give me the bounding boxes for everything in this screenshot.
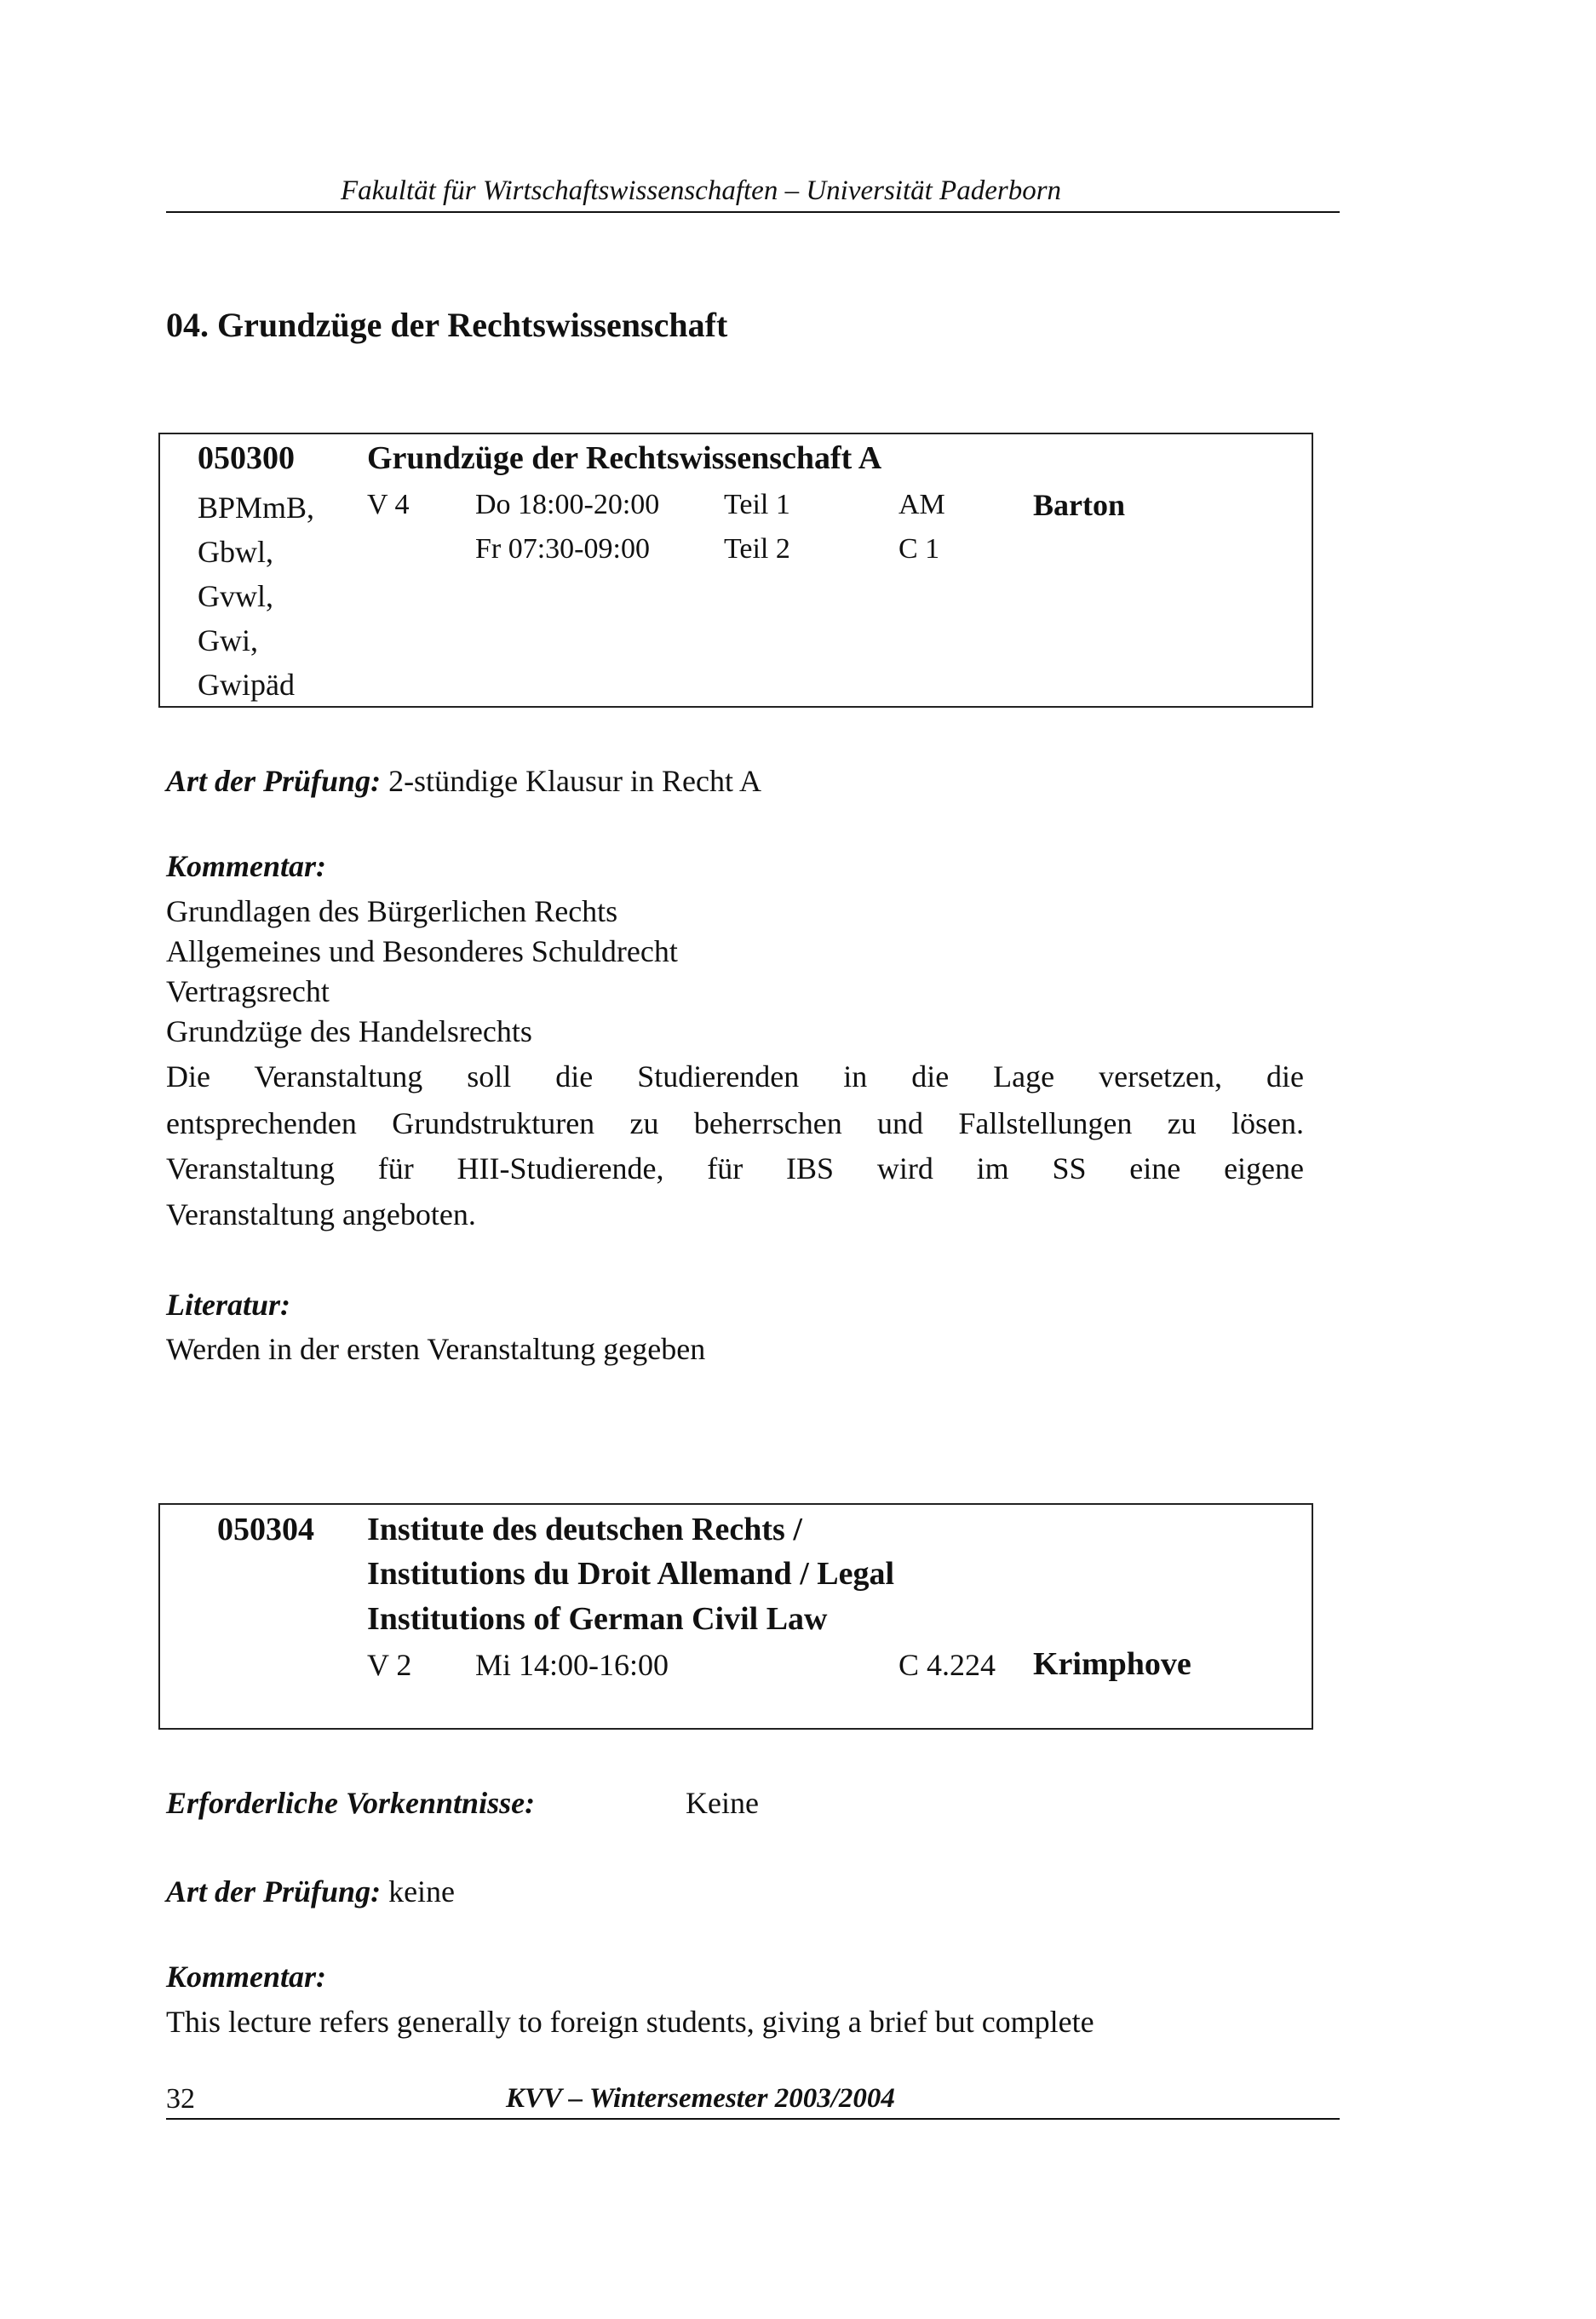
session-part: Teil 1 bbox=[724, 489, 790, 520]
comment-paragraph-line: Veranstaltung angeboten. bbox=[166, 1197, 476, 1231]
literature-value: Werden in der ersten Veranstaltung gegeben bbox=[166, 1332, 706, 1366]
comment-text: This lecture refers generally to foreign students, giving a brief but complete bbox=[166, 2005, 1094, 2039]
running-header: Fakultät für Wirtschaftswissenschaften – Universität Paderborn bbox=[341, 175, 1062, 206]
exam-label: Art der Prüfung: bbox=[166, 764, 382, 798]
prereq-label: Erforderliche Vorkenntnisse: bbox=[166, 1786, 536, 1820]
program-item: Gvwl, bbox=[198, 579, 273, 613]
course-type: V 2 bbox=[367, 1648, 412, 1682]
exam-value: 2-stündige Klausur in Recht A bbox=[388, 764, 762, 798]
course-title-line: Institutions of German Civil Law bbox=[367, 1601, 828, 1637]
comment-paragraph-line: entsprechenden Grundstrukturen zu beherrschen und Fallstellungen zu lösen. bbox=[166, 1106, 1304, 1140]
course-title-line: Institute des deutschen Rechts / bbox=[367, 1512, 802, 1547]
program-item: Gwi, bbox=[198, 623, 258, 657]
exam-label: Art der Prüfung: bbox=[166, 1874, 382, 1909]
footer-text: KVV – Wintersemester 2003/2004 bbox=[506, 2083, 895, 2114]
course-title: Grundzüge der Rechtswissenschaft A bbox=[367, 440, 882, 476]
section-title: 04. Grundzüge der Rechtswissenschaft bbox=[166, 306, 728, 344]
comment-line: Grundlagen des Bürgerlichen Rechts bbox=[166, 894, 618, 928]
program-item: Gwipäd bbox=[198, 668, 295, 702]
session-room: AM bbox=[898, 489, 945, 520]
prereq-value: Keine bbox=[686, 1786, 759, 1820]
footer-rule bbox=[166, 2118, 1340, 2120]
comment-paragraph-line: Die Veranstaltung soll die Studierenden in die Lage versetzen, die bbox=[166, 1059, 1304, 1093]
session-time: Fr 07:30-09:00 bbox=[475, 533, 650, 565]
lecturer-name: Krimphove bbox=[1033, 1646, 1191, 1682]
header-rule bbox=[166, 211, 1340, 213]
comment-line: Vertragsrecht bbox=[166, 974, 330, 1008]
program-item: Gbwl, bbox=[198, 535, 273, 569]
session-part: Teil 2 bbox=[724, 533, 790, 565]
comment-label: Kommentar: bbox=[166, 1960, 327, 1994]
comment-label: Kommentar: bbox=[166, 849, 327, 883]
session-room: C 4.224 bbox=[898, 1648, 996, 1682]
literature-label: Literatur: bbox=[166, 1288, 291, 1322]
course-type: V 4 bbox=[367, 489, 410, 520]
program-item: BPMmB, bbox=[198, 491, 315, 525]
page-number: 32 bbox=[166, 2083, 195, 2115]
comment-line: Allgemeines und Besonderes Schuldrecht bbox=[166, 934, 678, 968]
session-time: Mi 14:00-16:00 bbox=[475, 1648, 669, 1682]
program-list bbox=[198, 485, 314, 707]
course-number: 050300 bbox=[198, 440, 295, 476]
course-number: 050304 bbox=[217, 1512, 314, 1547]
comment-paragraph-line: Veranstaltung für HII-Studierende, für IBS wird im SS eine eigene bbox=[166, 1151, 1304, 1185]
course-title-line: Institutions du Droit Allemand / Legal bbox=[367, 1556, 895, 1592]
session-time: Do 18:00-20:00 bbox=[475, 489, 660, 520]
exam-row bbox=[166, 761, 761, 801]
exam-value: keine bbox=[388, 1874, 456, 1909]
lecturer-name: Barton bbox=[1033, 488, 1125, 522]
session-room: C 1 bbox=[898, 533, 940, 565]
comment-line: Grundzüge des Handelsrechts bbox=[166, 1014, 532, 1048]
exam-row bbox=[166, 1871, 455, 1912]
